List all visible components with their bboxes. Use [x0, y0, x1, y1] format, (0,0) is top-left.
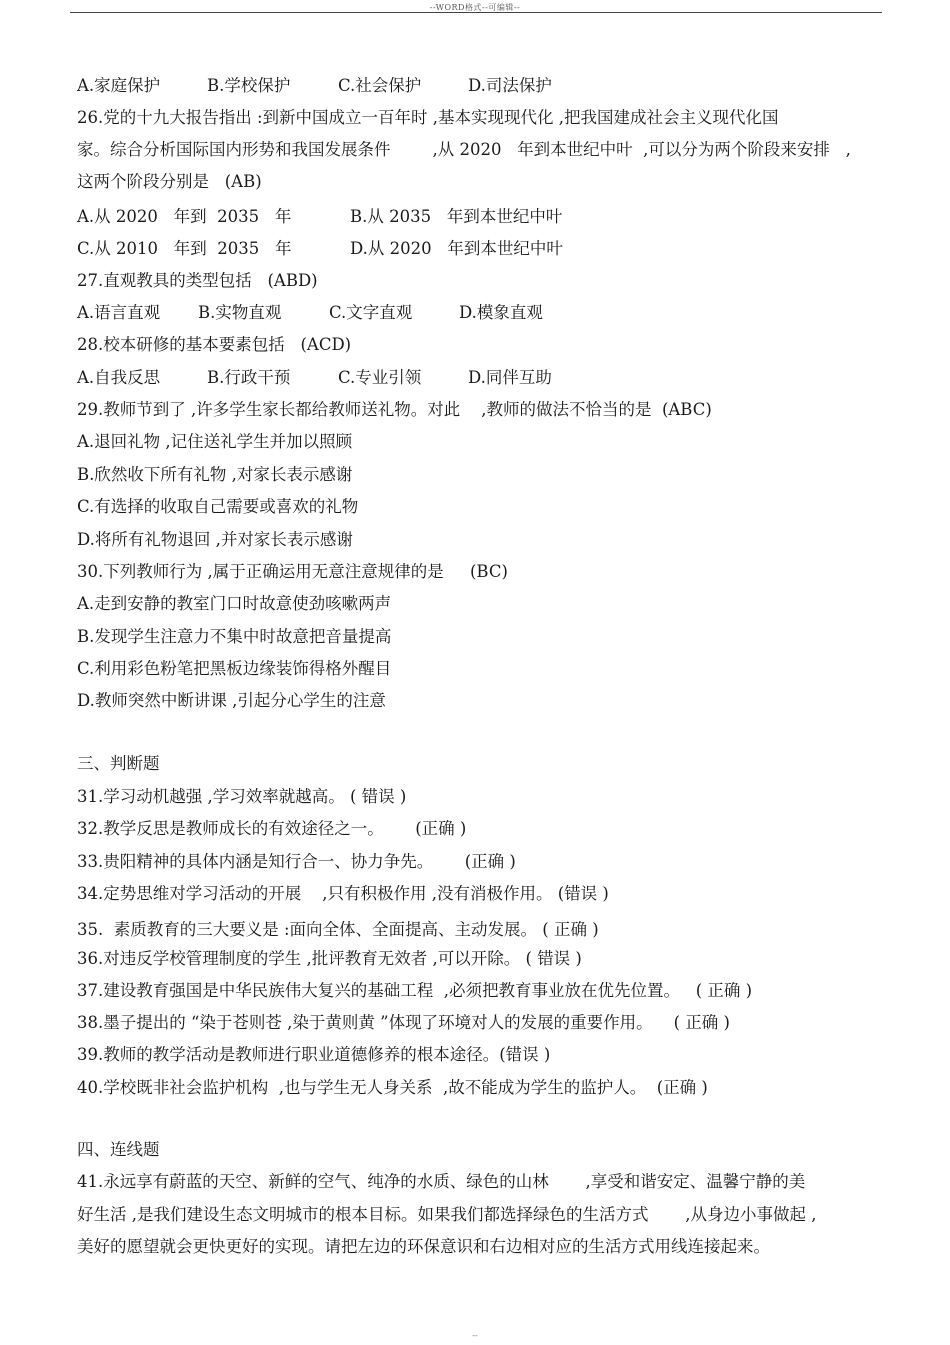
judgment-item: 34.定势思维对学习活动的开展 ,只有积极作用 ,没有消极作用。 (错误 )	[77, 884, 609, 903]
q27-option-b: B.实物直观	[198, 303, 282, 322]
q41-stem-line-2: 好生活 ,是我们建设生态文明城市的根本目标。如果我们都选择绿色的生活方式 ,从身边小事做起 ,	[77, 1205, 817, 1224]
q25-option-c: C.社会保护	[338, 76, 422, 95]
q29-stem: 29.教师节到了 ,许多学生家长都给教师送礼物。对此 ,教师的做法不恰当的是 (ABC)	[77, 400, 712, 419]
judgment-item: 38.墨子提出的 “染于苍则苍 ,染于黄则黄 ”体现了环境对人的发展的重要作用。 ( 正确 )	[77, 1013, 730, 1032]
judgment-item: 33.贵阳精神的具体内涵是知行合一、协力争先。 (正确 )	[77, 852, 516, 871]
q28-option-d: D.同伴互助	[468, 368, 552, 387]
q27-stem: 27.直观教具的类型包括 (ABD)	[77, 271, 318, 290]
judgment-item: 32.教学反思是教师成长的有效途径之一。 (正确 )	[77, 819, 467, 838]
q28-stem: 28.校本研修的基本要素包括 (ACD)	[77, 335, 352, 354]
page-footer: --	[472, 1331, 478, 1340]
q26-stem-line-3: 这两个阶段分别是 (AB)	[77, 172, 262, 191]
page-header: --WORD格式--可编辑--	[429, 3, 521, 12]
q41-stem-line-3: 美好的愿望就会更快更好的实现。请把左边的环保意识和右边相对应的生活方式用线连接起来。	[77, 1237, 770, 1256]
judgment-item: 36.对违反学校管理制度的学生 ,批评教育无效者 ,可以开除。 ( 错误 )	[77, 949, 582, 968]
q26-option-a: A.从 2020 年到 2035 年	[77, 207, 292, 226]
q30-option-a: A.走到安静的教室门口时故意使劲咳嗽两声	[77, 594, 392, 613]
header-divider	[70, 12, 882, 13]
q30-option-c: C.利用彩色粉笔把黑板边缘装饰得格外醒目	[77, 659, 392, 678]
q25-option-a: A.家庭保护	[77, 76, 161, 95]
judgment-item: 35. 素质教育的三大要义是 :面向全体、全面提高、主动发展。 ( 正确 )	[77, 920, 599, 939]
q25-option-d: D.司法保护	[468, 76, 552, 95]
q28-option-b: B.行政干预	[207, 368, 291, 387]
q30-stem: 30.下列教师行为 ,属于正确运用无意注意规律的是 (BC)	[77, 562, 508, 581]
q41-stem-line-1: 41.永远享有蔚蓝的天空、新鲜的空气、纯净的水质、绿色的山林 ,享受和谐安定、温馨宁静的美	[77, 1172, 806, 1191]
q28-option-a: A.自我反思	[77, 368, 161, 387]
q25-option-b: B.学校保护	[207, 76, 291, 95]
q29-option-d: D.将所有礼物退回 ,并对家长表示感谢	[77, 530, 353, 549]
section-3-title: 三、判断题	[77, 754, 160, 773]
q26-stem-line-1: 26.党的十九大报告指出 :到新中国成立一百年时 ,基本实现现代化 ,把我国建成社会主义现代化国	[77, 108, 779, 127]
q30-option-b: B.发现学生注意力不集中时故意把音量提高	[77, 627, 392, 646]
q27-option-d: D.模象直观	[459, 303, 543, 322]
q28-option-c: C.专业引领	[338, 368, 422, 387]
q27-option-a: A.语言直观	[77, 303, 161, 322]
q29-option-a: A.退回礼物 ,记住送礼学生并加以照顾	[77, 432, 353, 451]
q26-option-d: D.从 2020 年到本世纪中叶	[350, 239, 563, 258]
q29-option-c: C.有选择的收取自己需要或喜欢的礼物	[77, 497, 359, 516]
q30-option-d: D.教师突然中断讲课 ,引起分心学生的注意	[77, 691, 386, 710]
q26-stem-line-2: 家。综合分析国际国内形势和我国发展条件 ,从 2020 年到本世纪中叶 ,可以分为两个阶段来安排 ,	[77, 140, 851, 159]
q29-option-b: B.欣然收下所有礼物 ,对家长表示感谢	[77, 465, 353, 484]
judgment-item: 40.学校既非社会监护机构 ,也与学生无人身关系 ,故不能成为学生的监护人。 (正确 )	[77, 1078, 708, 1097]
q27-option-c: C.文字直观	[329, 303, 413, 322]
judgment-item: 39.教师的教学活动是教师进行职业道德修养的根本途径。(错误 )	[77, 1045, 551, 1064]
judgment-item: 31.学习动机越强 ,学习效率就越高。 ( 错误 )	[77, 787, 407, 806]
q26-option-c: C.从 2010 年到 2035 年	[77, 239, 292, 258]
q26-option-b: B.从 2035 年到本世纪中叶	[350, 207, 563, 226]
judgment-item: 37.建设教育强国是中华民族伟大复兴的基础工程 ,必须把教育事业放在优先位置。 ( 正确 )	[77, 981, 753, 1000]
section-4-title: 四、连线题	[77, 1140, 160, 1159]
